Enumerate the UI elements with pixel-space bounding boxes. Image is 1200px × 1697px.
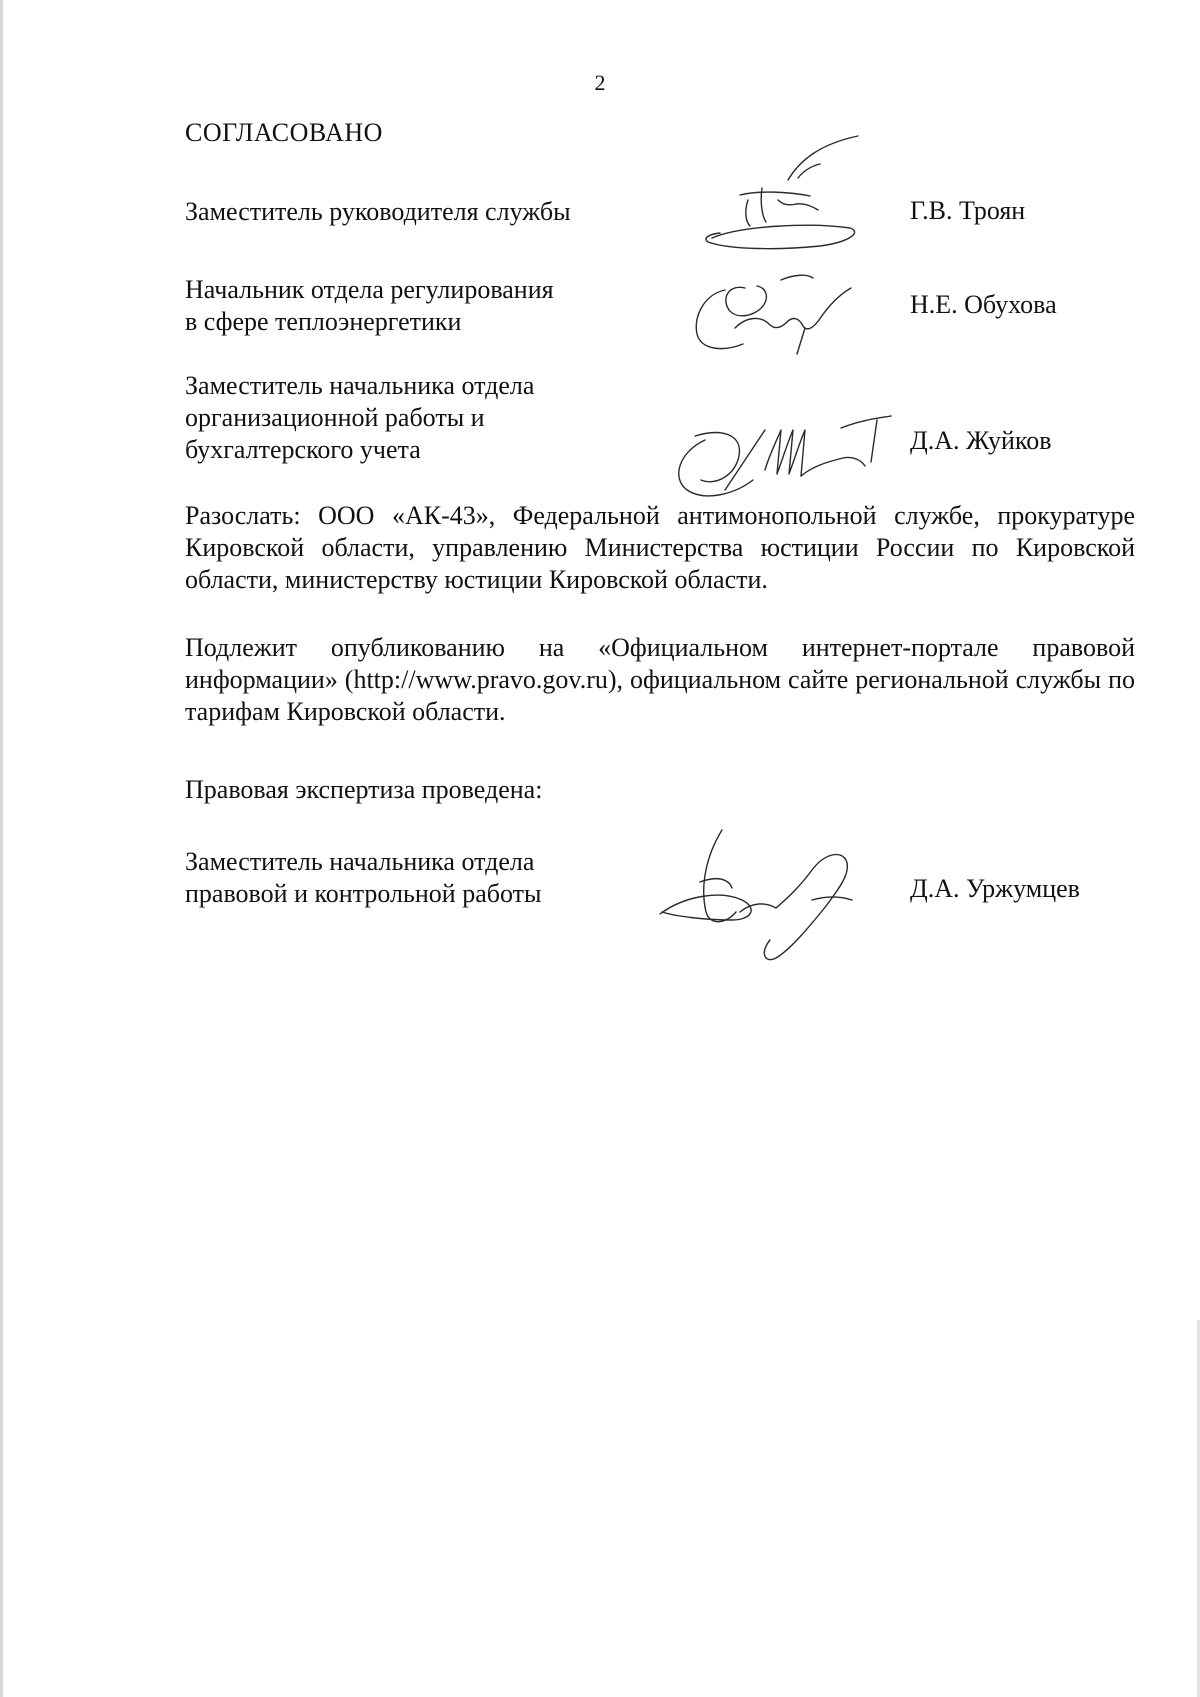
legal-review-name: Д.А. Уржумцев [910, 874, 1080, 903]
publication-paragraph: Подлежит опубликованию на «Официальном интернет-портале правовой информации» (http://www.pravo.gov.ru), официальном сайте региональной службы по тарифам Кировской области. [185, 633, 1135, 726]
signature-3 [665, 400, 905, 510]
page-number: 2 [594, 70, 606, 95]
legal-review-row [185, 846, 1120, 966]
legal-review-position: Заместитель начальника отдела правовой и контрольной работы [185, 847, 542, 908]
approval-position-2: Начальник отдела регулирования в сфере теплоэнергетики [185, 275, 554, 336]
signature-1 [700, 130, 900, 260]
distribution-paragraph: Разослать: ООО «АК-43», Федеральной антимонопольной службе, прокуратуре Кировской области, управлению Министерства юстиции России по Кировской области, министерству юстиции Кировской области. [185, 501, 1135, 594]
signature-4 [640, 816, 890, 966]
signature-2 [685, 258, 885, 368]
scan-edge-left [0, 0, 3, 1697]
approval-position-3: Заместитель начальника отдела организационной работы и бухгалтерского учета [185, 371, 535, 464]
legal-review-title: Правовая экспертиза проведена: [185, 775, 543, 804]
approval-heading: СОГЛАСОВАНО [185, 118, 383, 147]
approval-row-3 [185, 370, 1120, 490]
approval-name-3: Д.А. Жуйков [910, 426, 1052, 455]
approval-position-1: Заместитель руководителя службы [185, 197, 571, 226]
approval-name-1: Г.В. Троян [910, 196, 1026, 225]
approval-name-2: Н.Е. Обухова [910, 290, 1057, 319]
